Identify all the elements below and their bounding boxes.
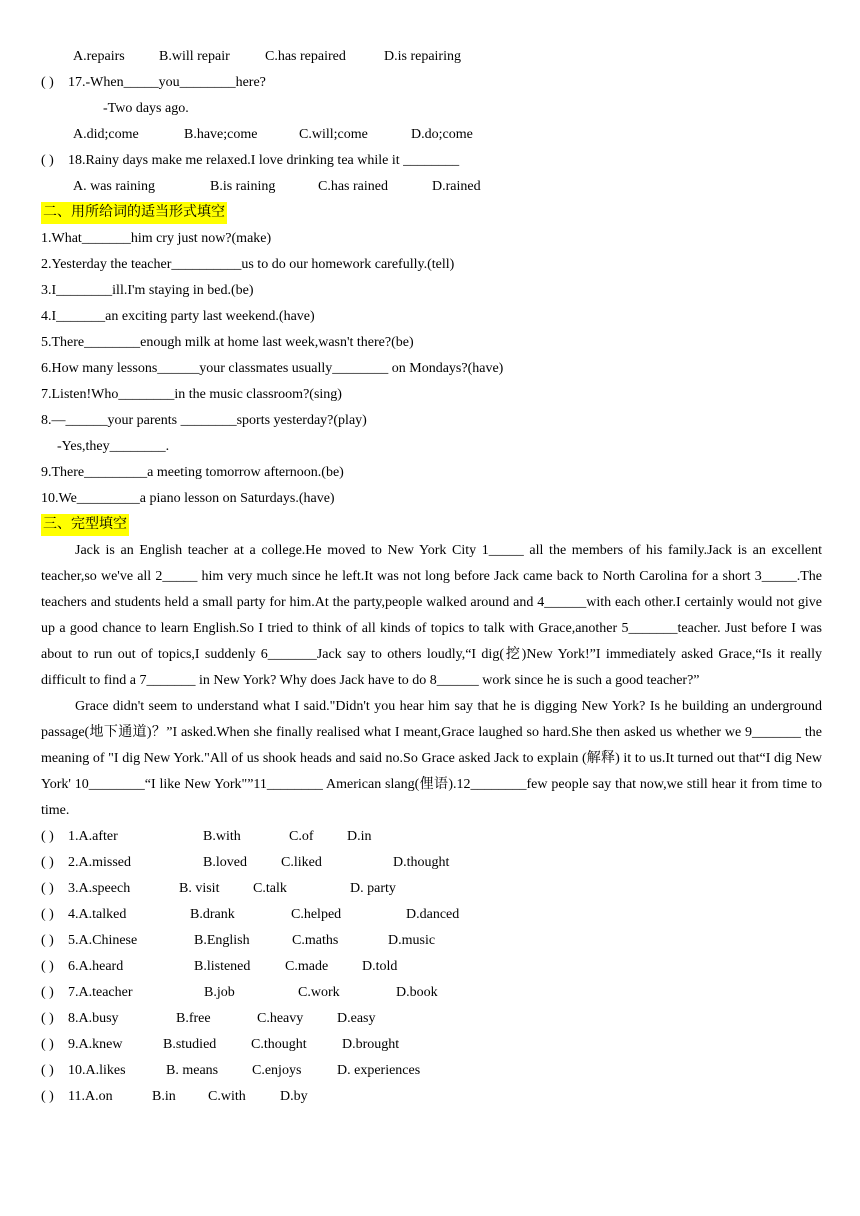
question-17-reply: -Two days ago. [103,101,189,116]
option-b: B.free [176,1011,211,1026]
fill-item: 3.I________ill.I'm staying in bed.(be) [41,283,254,298]
answer-bracket: ( ) [41,75,54,90]
section-3-heading [41,512,822,538]
option-c: C.work [298,985,340,1000]
fill-item: 5.There________enough milk at home last week,wasn't there?(be) [41,335,414,350]
option-c: C.made [285,959,329,974]
cloze-question [41,1084,822,1110]
answer-bracket: ( ) [41,1063,54,1078]
answer-bracket: ( ) [41,829,54,844]
option-a: A. was raining [73,179,156,194]
passage-paragraph-2: Grace didn't seem to understand what I said."Didn't you hear him say that he is digging New York? Is he building an underground passage(地下通道)？”I asked.When she finally realised what I meant,Grace laughed so hard.She then asked us whether we 9_______ the meaning of "I dig New York."All of us shook heads and said no.So Grace asked Jack to explain (解释) it to us.It turned out that“I dig New York' 10________“I like New York"”11________ American slang(俚语).12________few people say that now,we still hear it from time to time. [41,699,822,818]
option-c: C.will;come [299,127,368,142]
fill-item: 9.There_________a meeting tomorrow afternoon.(be) [41,465,344,480]
option-b: B.with [203,829,241,844]
option-d: D.book [396,985,438,1000]
cloze-question [41,824,822,850]
answer-bracket: ( ) [41,855,54,870]
option-d: D.thought [393,855,450,870]
cloze-question [41,928,822,954]
question-17-options [41,122,822,148]
option-d: D.easy [337,1011,376,1026]
fill-item: 10.We_________a piano lesson on Saturdays.(have) [41,491,335,506]
option-b: B. visit [179,881,220,896]
option-c: C.enjoys [252,1063,302,1078]
option-b: B.will repair [159,49,230,64]
option-a: 10.A.likes [68,1063,126,1078]
answer-bracket: ( ) [41,1011,54,1026]
answer-bracket: ( ) [41,153,54,168]
option-c: C.maths [292,933,339,948]
option-a: 6.A.heard [68,959,124,974]
option-c: C.has rained [318,179,388,194]
answer-bracket: ( ) [41,907,54,922]
option-b: B.loved [203,855,247,870]
fill-item-reply: -Yes,they________. [57,439,170,454]
option-c: C.thought [251,1037,307,1052]
option-a: 4.A.talked [68,907,127,922]
option-a: 7.A.teacher [68,985,133,1000]
question-18-options [41,174,822,200]
answer-bracket: ( ) [41,881,54,896]
question-18 [41,148,822,174]
section-title: 三、完型填空 [41,514,129,536]
option-a: 11.A.on [68,1089,113,1104]
cloze-question-list [41,824,822,1110]
option-d: D.in [347,829,372,844]
option-b: B.job [204,985,235,1000]
option-d: D.rained [432,179,481,194]
answer-bracket: ( ) [41,959,54,974]
option-a: 1.A.after [68,829,118,844]
option-a: 9.A.knew [68,1037,123,1052]
option-d: D.told [362,959,398,974]
option-c: C.liked [281,855,322,870]
option-a: 2.A.missed [68,855,131,870]
fill-item: 7.Listen!Who________in the music classroom?(sing) [41,387,342,402]
option-c: C.with [208,1089,246,1104]
cloze-question [41,1032,822,1058]
option-d: D.brought [342,1037,400,1052]
option-a: 3.A.speech [68,881,131,896]
option-d: D. party [350,881,396,896]
option-d: D.is repairing [384,49,461,64]
option-b: B.drank [190,907,235,922]
option-a: A.repairs [73,49,125,64]
answer-bracket: ( ) [41,1089,54,1104]
fill-item: 1.What_______him cry just now?(make) [41,231,272,246]
cloze-question [41,902,822,928]
fill-item: 2.Yesterday the teacher__________us to do our homework carefully.(tell) [41,257,455,272]
answer-bracket: ( ) [41,933,54,948]
option-b: B. means [166,1063,219,1078]
option-d: D.danced [406,907,460,922]
answer-bracket: ( ) [41,1037,54,1052]
fill-item: 8.—______your parents ________sports yesterday?(play) [41,413,367,428]
fill-item: 4.I_______an exciting party last weekend.(have) [41,309,315,324]
cloze-question [41,980,822,1006]
worksheet-page [41,44,822,1110]
option-c: C.has repaired [265,49,346,64]
option-d: D.do;come [411,127,473,142]
option-a: 8.A.busy [68,1011,119,1026]
option-c: C.heavy [257,1011,304,1026]
option-a: A.did;come [73,127,139,142]
answer-bracket: ( ) [41,985,54,1000]
option-c: C.helped [291,907,342,922]
question-16-options [41,44,822,70]
cloze-question [41,1006,822,1032]
question-stem: 17.-When_____you________here? [68,75,266,90]
option-b: B.is raining [210,179,276,194]
option-b: B.English [194,933,250,948]
option-d: D.music [388,933,436,948]
option-b: B.listened [194,959,251,974]
section-title: 二、用所给词的适当形式填空 [41,202,227,224]
option-b: B.have;come [184,127,258,142]
option-d: D. experiences [337,1063,421,1078]
passage-paragraph-1: Jack is an English teacher at a college.He moved to New York City 1_____ all the members of his family.Jack is an excellent teacher,so we've all 2_____ him very much since he left.It was not long before Jack came back to North Carolina for a short 3_____.The teachers and students held a small party for him.At the party,people walked around and 4______with each other.I certainly would not give up a good chance to learn English.So I tried to think of all kinds of topics to talk with Grace,another 5_______teacher. Just before I was about to run out of topics,I suddenly 6_______Jack say to others loudly,“I dig(挖)New York!”I immediately asked Grace,“Is it really difficult to find a 7_______ in New York? Why does Jack have to do 8______ work since he is such a good teacher?” [41,543,822,688]
option-b: B.in [152,1089,176,1104]
option-c: C.talk [253,881,287,896]
cloze-question [41,954,822,980]
question-stem: 18.Rainy days make me relaxed.I love drinking tea while it ________ [68,153,460,168]
option-c: C.of [289,829,314,844]
cloze-question [41,1058,822,1084]
cloze-question [41,876,822,902]
question-17 [41,70,822,96]
section-2-heading [41,200,822,226]
fill-item: 6.How many lessons______your classmates usually________ on Mondays?(have) [41,361,504,376]
option-a: 5.A.Chinese [68,933,138,948]
option-d: D.by [280,1089,308,1104]
option-b: B.studied [163,1037,217,1052]
cloze-question [41,850,822,876]
